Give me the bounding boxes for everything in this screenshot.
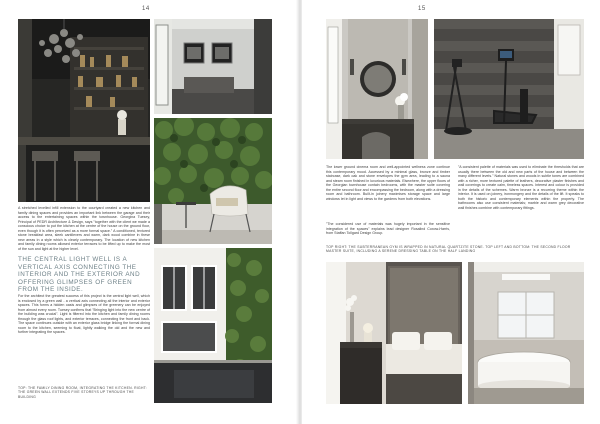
bathroom-photo xyxy=(468,262,584,404)
right-body-text-1: The lower ground cinema room and well-appointed wellness zone continue this contemporary mood. Accessed by a minimal glass, bronze and timber staircase, dark oak and stone envelopes the gym area, leading to a sauna and steam room finished in luxurious materials. Elsewhere, the upper floors of the Georgian townhouse contain bedrooms, with the master suite covering the entire second floor and encompassing the bedroom, along with a dressing room and bathroom. Built-in joinery maximises storage space and large windows let in light and views to the gardens from both elevations. xyxy=(326,165,450,201)
page-number-left: 14 xyxy=(142,6,150,12)
left-body-text-2: For the architect the greatest success of this project is the central light well, which is enclosed by a green wall - a vertical axis connecting all the interior and exterior spaces. This forms a hidden oasis and glimpses of the greenery can be enjoyed from almost every room. Tuesey confirms that "Bringing light into the new centre of the building was crucial". Light is filtered into the kitchen and family dining rooms through the glass roof lights, and exterior terraces, connecting the front and back. The space continues outside with an exterior glass bridge linking the formal dining room to the kitchen, seeming to float, lightly walking the old and the new and further integrating the spaces. xyxy=(18,294,150,334)
right-page xyxy=(302,0,600,424)
interior-doorway-photo xyxy=(154,19,272,114)
page-number-right: 15 xyxy=(418,6,426,12)
green-wall-chair-photo xyxy=(154,118,272,244)
dressing-room-photo xyxy=(326,19,428,159)
left-pull-quote: THE CENTRAL LIGHT WELL IS A VERTICAL AXIS CONNECTING THE INTERIOR AND THE EXTERIOR AND OFFERING GLIMPSES OF GREEN FROM THE INSIDE. xyxy=(18,256,141,294)
right-body-text-2: "A consistent palette of materials was used to eliminate the thresholds that are usually there between the old and new parts of the house and between the many different levels." Natural stones and woods in subtle tones are combined with a richer, more textured palette of leathers, decorative plaster finishes and wall coverings to create calm, timeless spaces. Interest and colour is provided in the details of the schemes. Warm bronze is a recurring theme within the interior. It is used on joinery, ironmongery and the details of the lift. It speaks to both the historic and contemporary elements within the property. The bathrooms also use consistent materials; marble and warm grey decorative wall finishes combine with contemporary fittings. xyxy=(458,165,584,210)
right-caption: TOP RIGHT: THE SUBTERRANEAN GYM IS WRAPPED IN NATURAL QUARTZITE STONE. TOP LEFT AND BOTTOM: THE SECOND FLOOR MASTER SUITE, INCLUDING A SERENE DRESSING TABLE ON THE HALF LANDING xyxy=(326,245,571,254)
left-body-text-1: A stretched levelled infill extension to the courtyard created a new kitchen and family dining spaces and provides an important link between the garage and their access to the entertaining spaces within the townhouse. Georgina Tuesey, Principal of PEDR Architecture & Design, says "together with the client we made a conscious choice to put the kitchen at the centre of the house on the ground floor, even though it is often perceived as a more formal space." A conditioned, textured stone breakfast area, sleek cantilevers and warm, dark wood combine in these new areas in a style which is clearly contemporary. The location of new kitchen and family dining rooms allowed exterior terraces to be lifted up to make the most of the sun and light at the higher level. xyxy=(18,206,150,251)
left-caption: TOP: THE FAMILY DINING ROOM, INTEGRATING THE KITCHEN. RIGHT: THE GREEN WALL EXTENDS FIVE STOREYS UP THROUGH THE BUILDING xyxy=(18,386,147,399)
gym-photo xyxy=(434,19,584,159)
right-quote: "The considered use of materials was hugely important in the sensitive integration of the spaces" explains lead designer Rosalind Coxow-Harris, from Staffan Tollgard Design Group. xyxy=(326,222,450,235)
bedroom-photo-1 xyxy=(326,262,462,404)
left-page xyxy=(0,0,298,424)
light-well-photo xyxy=(154,248,272,403)
kitchen-photo xyxy=(18,19,150,202)
